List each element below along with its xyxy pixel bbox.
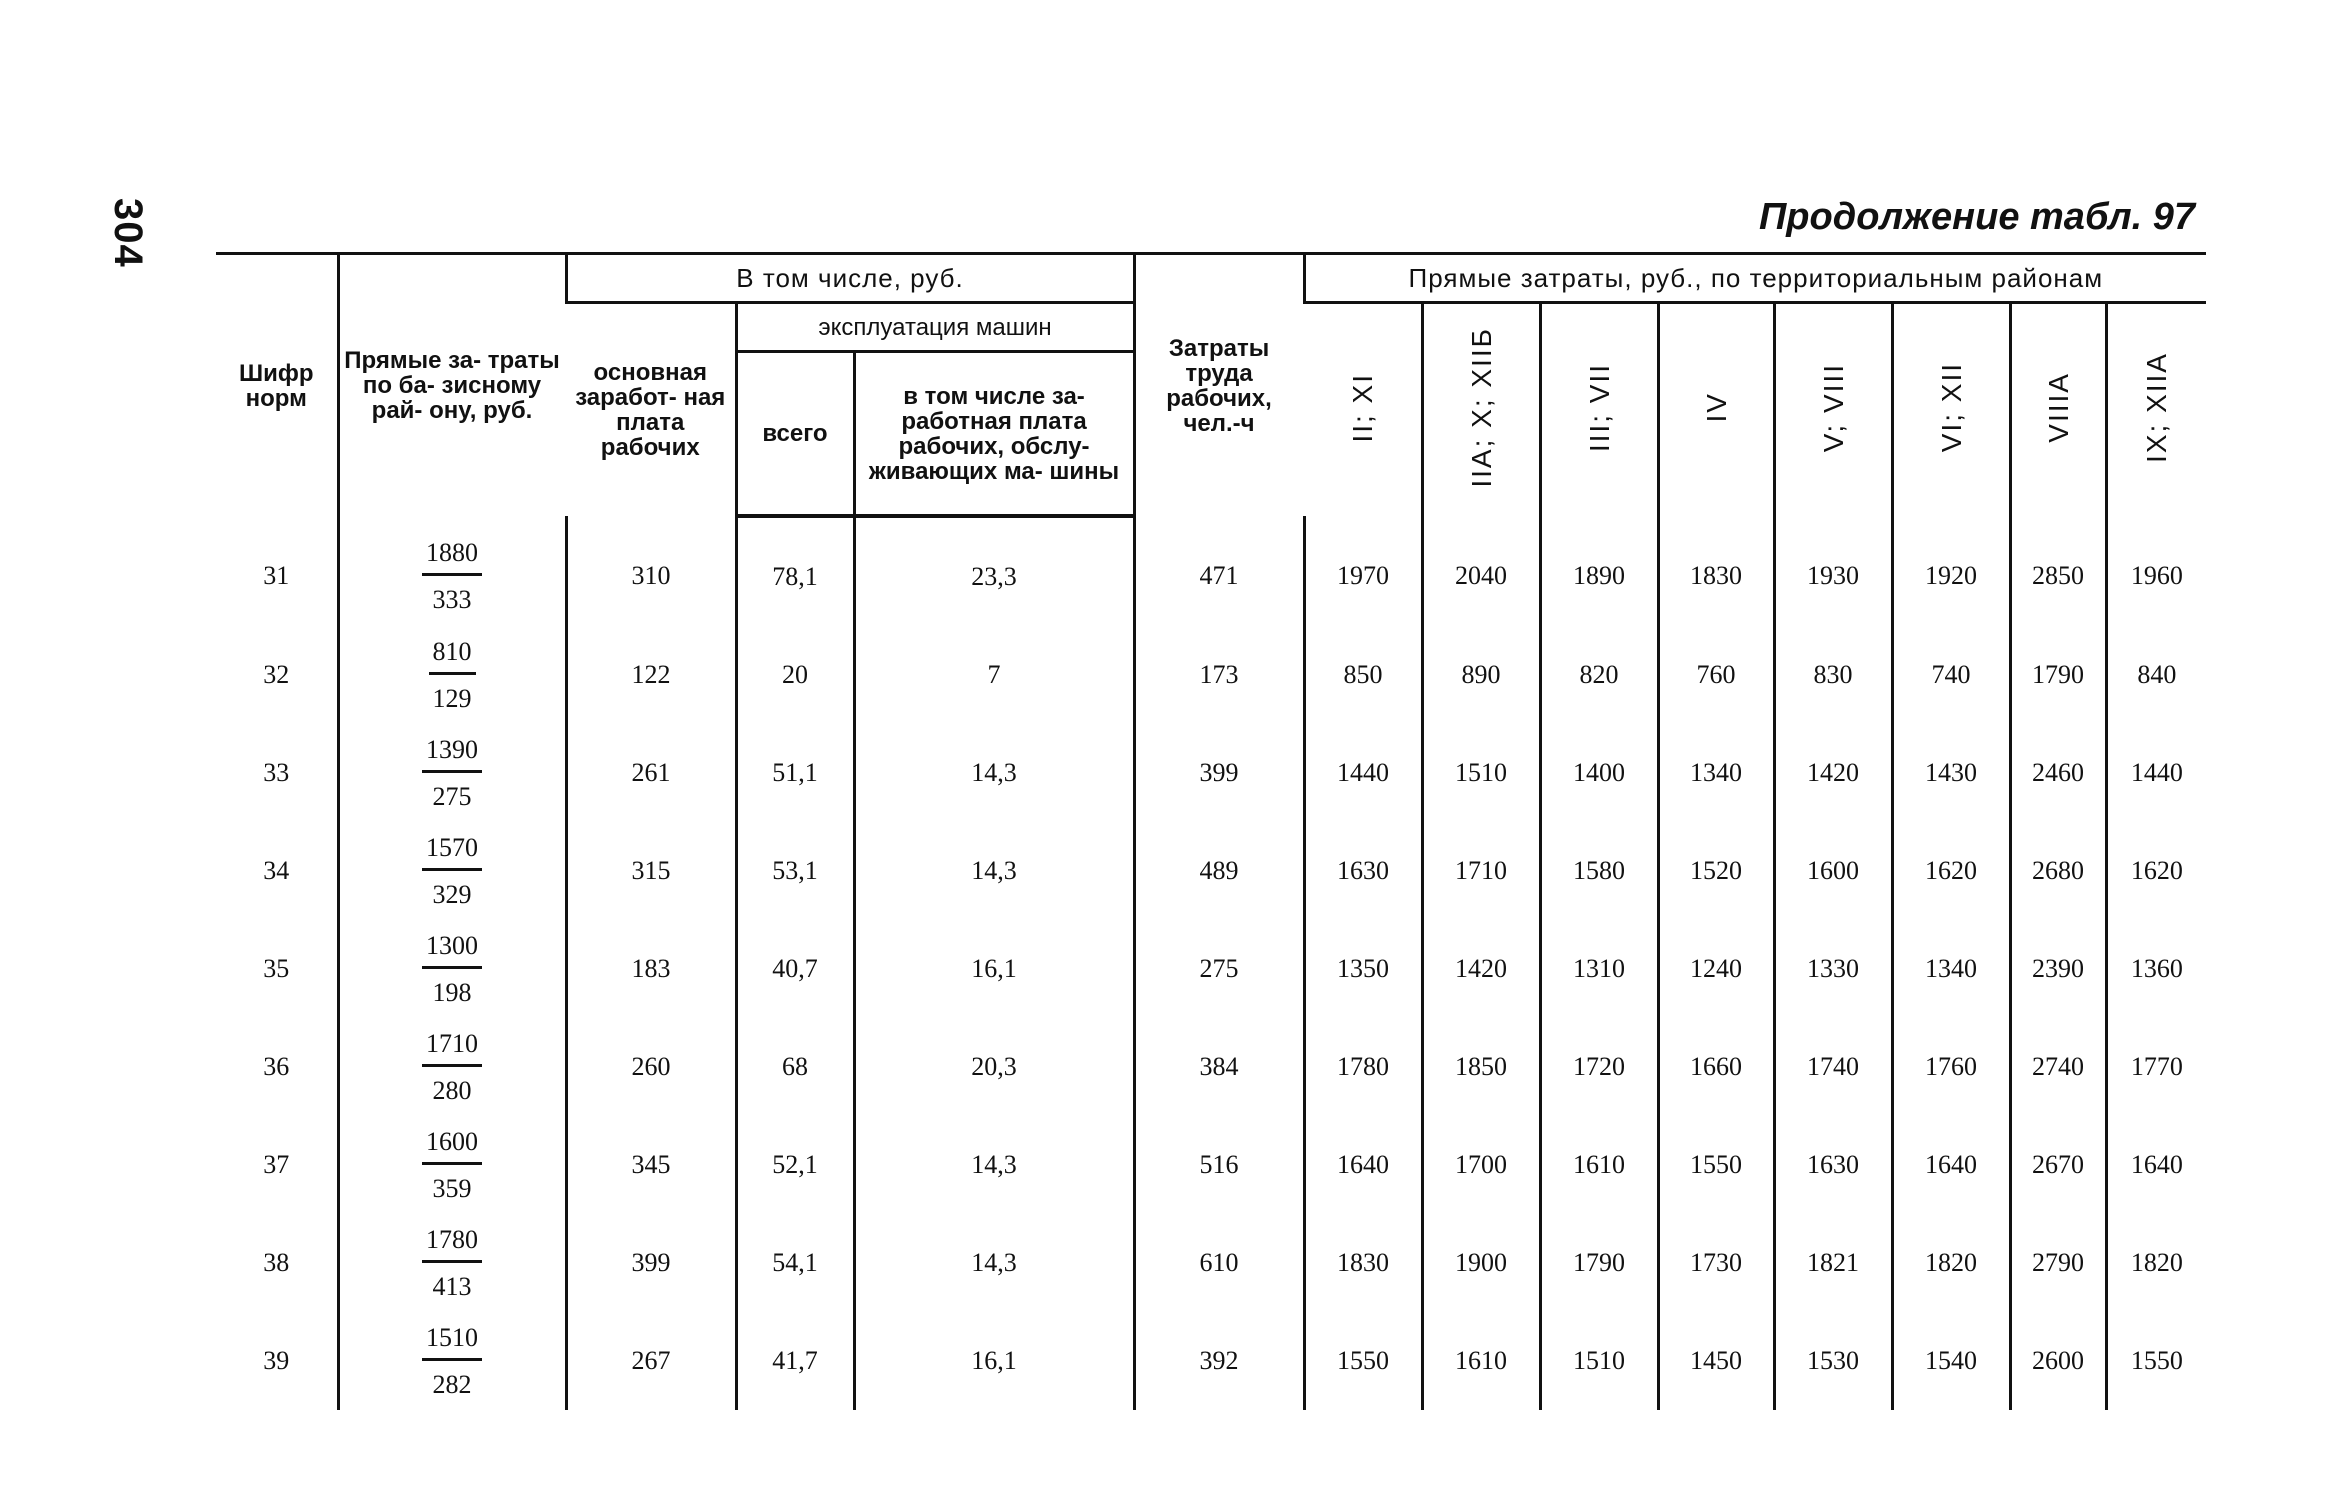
fraction-numerator: 1710	[422, 1028, 482, 1067]
cell-basic-wage: 267	[566, 1312, 736, 1410]
header-region-6: VI; XII	[1892, 303, 2010, 517]
cell-region-7: 2850	[2010, 516, 2106, 626]
cell-region-5: 1330	[1774, 920, 1892, 1018]
cell-region-2: 2040	[1422, 516, 1540, 626]
fraction-numerator: 810	[429, 636, 476, 675]
fraction	[429, 636, 476, 715]
cell-machines-total: 40,7	[736, 920, 854, 1018]
cell-machines-wage: 14,3	[854, 822, 1134, 920]
cell-region-7: 2390	[2010, 920, 2106, 1018]
cell-labor: 399	[1134, 724, 1304, 822]
cell-labor: 516	[1134, 1116, 1304, 1214]
cell-machines-total: 68	[736, 1018, 854, 1116]
fraction-denominator: 129	[432, 683, 472, 713]
cell-basic-wage: 260	[566, 1018, 736, 1116]
cell-direct-base	[338, 626, 566, 724]
fraction	[422, 1126, 482, 1205]
cell-machines-wage: 23,3	[854, 516, 1134, 626]
cell-region-6: 1820	[1892, 1214, 2010, 1312]
cell-region-5: 1420	[1774, 724, 1892, 822]
cell-region-5: 1630	[1774, 1116, 1892, 1214]
header-direct-base: Прямые за- траты по ба- зисному рай- ону, руб.	[338, 254, 566, 517]
header-region-4: IV	[1658, 303, 1774, 517]
cell-machines-total: 54,1	[736, 1214, 854, 1312]
cell-region-5: 1930	[1774, 516, 1892, 626]
cell-region-6: 1920	[1892, 516, 2010, 626]
fraction	[422, 930, 482, 1009]
table-row	[216, 1214, 2206, 1312]
cell-region-1: 850	[1304, 626, 1422, 724]
cell-machines-total: 78,1	[736, 516, 854, 626]
cell-basic-wage: 315	[566, 822, 736, 920]
cell-region-1: 1780	[1304, 1018, 1422, 1116]
table-body	[216, 516, 2206, 1410]
cell-region-3: 1510	[1540, 1312, 1658, 1410]
cell-region-6: 1340	[1892, 920, 2010, 1018]
cell-basic-wage: 310	[566, 516, 736, 626]
cell-machines-wage: 14,3	[854, 1214, 1134, 1312]
cell-basic-wage: 345	[566, 1116, 736, 1214]
table-row	[216, 724, 2206, 822]
cell-code: 36	[263, 1052, 290, 1081]
cell-direct-base	[338, 516, 566, 626]
cell-region-4: 1340	[1658, 724, 1774, 822]
cell-machines-total: 51,1	[736, 724, 854, 822]
cell-direct-base	[338, 1116, 566, 1214]
header-labor: Затраты труда рабочих, чел.-ч	[1134, 254, 1304, 517]
cell-direct-base	[338, 920, 566, 1018]
table-row	[216, 822, 2206, 920]
cell-region-1: 1640	[1304, 1116, 1422, 1214]
cell-code: 31	[263, 561, 290, 590]
cell-region-8: 1820	[2106, 1214, 2206, 1312]
cell-region-1: 1350	[1304, 920, 1422, 1018]
cell-region-1: 1630	[1304, 822, 1422, 920]
cell-direct-base	[338, 822, 566, 920]
header-regions-group: Прямые затраты, руб., по территориальным районам	[1304, 254, 2206, 303]
cell-direct-base	[338, 1018, 566, 1116]
cell-region-2: 1610	[1422, 1312, 1540, 1410]
cell-region-2: 1420	[1422, 920, 1540, 1018]
header-machines-total: всего	[736, 352, 854, 517]
cell-labor: 610	[1134, 1214, 1304, 1312]
cell-region-8: 1550	[2106, 1312, 2206, 1410]
cell-code: 35	[263, 954, 290, 983]
cell-basic-wage: 183	[566, 920, 736, 1018]
cell-labor: 384	[1134, 1018, 1304, 1116]
cell-region-5: 1740	[1774, 1018, 1892, 1116]
cell-direct-base	[338, 724, 566, 822]
cell-region-8: 1960	[2106, 516, 2206, 626]
cell-region-2: 1900	[1422, 1214, 1540, 1312]
cell-region-7: 2460	[2010, 724, 2106, 822]
cell-machines-wage: 16,1	[854, 1312, 1134, 1410]
cell-machines-total: 52,1	[736, 1116, 854, 1214]
cell-region-3: 1790	[1540, 1214, 1658, 1312]
fraction-denominator: 329	[432, 879, 472, 909]
cell-region-3: 1610	[1540, 1116, 1658, 1214]
fraction-denominator: 413	[432, 1271, 472, 1301]
cell-region-3: 1400	[1540, 724, 1658, 822]
cell-basic-wage: 399	[566, 1214, 736, 1312]
cell-region-6: 1540	[1892, 1312, 2010, 1410]
cell-region-1: 1970	[1304, 516, 1422, 626]
cell-code: 34	[263, 856, 290, 885]
header-region-2: IIA; X; XIIБ	[1422, 303, 1540, 517]
cell-region-6: 1430	[1892, 724, 2010, 822]
header-region-5: V; VIII	[1774, 303, 1892, 517]
header-region-3: III; VII	[1540, 303, 1658, 517]
header-region-7: VIIIA	[2010, 303, 2106, 517]
cell-region-7: 1790	[2010, 626, 2106, 724]
cell-region-4: 1730	[1658, 1214, 1774, 1312]
fraction	[422, 537, 482, 616]
cell-machines-wage: 16,1	[854, 920, 1134, 1018]
cell-region-3: 820	[1540, 626, 1658, 724]
header-including-group: В том числе, руб.	[566, 254, 1134, 303]
page-number: 304	[106, 198, 150, 268]
fraction-numerator: 1390	[422, 734, 482, 773]
cell-region-4: 1830	[1658, 516, 1774, 626]
table-caption: Продолжение табл. 97	[1758, 196, 2195, 238]
cell-region-8: 840	[2106, 626, 2206, 724]
fraction	[422, 1224, 482, 1303]
cell-machines-total: 41,7	[736, 1312, 854, 1410]
header-basic-wage: основная заработ- ная плата рабочих	[575, 359, 726, 461]
table-row	[216, 1116, 2206, 1214]
table-row	[216, 516, 2206, 626]
cell-region-4: 1660	[1658, 1018, 1774, 1116]
cell-machines-wage: 14,3	[854, 724, 1134, 822]
cell-code: 33	[263, 758, 290, 787]
cell-region-8: 1640	[2106, 1116, 2206, 1214]
cell-region-4: 1240	[1658, 920, 1774, 1018]
fraction-numerator: 1300	[422, 930, 482, 969]
cell-region-6: 1760	[1892, 1018, 2010, 1116]
cell-region-7: 2680	[2010, 822, 2106, 920]
table-row	[216, 626, 2206, 724]
header-code: Шифр норм	[238, 359, 314, 412]
cell-region-5: 830	[1774, 626, 1892, 724]
fraction-denominator: 280	[432, 1075, 472, 1105]
cell-region-2: 1710	[1422, 822, 1540, 920]
cell-region-3: 1720	[1540, 1018, 1658, 1116]
cell-region-1: 1550	[1304, 1312, 1422, 1410]
table-row	[216, 1312, 2206, 1410]
cell-machines-total: 20	[736, 626, 854, 724]
cell-region-3: 1890	[1540, 516, 1658, 626]
cell-region-7: 2790	[2010, 1214, 2106, 1312]
cell-basic-wage: 122	[566, 626, 736, 724]
cell-region-5: 1600	[1774, 822, 1892, 920]
fraction-denominator: 333	[432, 584, 472, 614]
cell-region-7: 2600	[2010, 1312, 2106, 1410]
cell-region-1: 1830	[1304, 1214, 1422, 1312]
fraction-numerator: 1880	[422, 537, 482, 576]
cell-region-2: 890	[1422, 626, 1540, 724]
cell-basic-wage: 261	[566, 724, 736, 822]
cost-table	[216, 252, 2206, 1410]
fraction-numerator: 1600	[422, 1126, 482, 1165]
cell-labor: 275	[1134, 920, 1304, 1018]
cell-region-2: 1700	[1422, 1116, 1540, 1214]
table-header	[216, 254, 2206, 517]
cell-code: 38	[263, 1248, 290, 1277]
cell-code: 37	[263, 1150, 290, 1179]
table-row	[216, 920, 2206, 1018]
cell-machines-wage: 20,3	[854, 1018, 1134, 1116]
cell-region-8: 1770	[2106, 1018, 2206, 1116]
cell-machines-total: 53,1	[736, 822, 854, 920]
header-machines-wage: в том числе за- работная плата рабочих, обслу- живающих ма- шины	[854, 352, 1134, 517]
cell-labor: 392	[1134, 1312, 1304, 1410]
cell-region-8: 1360	[2106, 920, 2206, 1018]
cell-labor: 173	[1134, 626, 1304, 724]
cell-region-2: 1510	[1422, 724, 1540, 822]
cell-region-4: 760	[1658, 626, 1774, 724]
fraction-denominator: 359	[432, 1173, 472, 1203]
cell-region-8: 1440	[2106, 724, 2206, 822]
fraction-denominator: 198	[432, 977, 472, 1007]
cell-region-8: 1620	[2106, 822, 2206, 920]
cell-region-7: 2670	[2010, 1116, 2106, 1214]
fraction	[422, 1028, 482, 1107]
cell-region-3: 1580	[1540, 822, 1658, 920]
fraction-numerator: 1510	[422, 1322, 482, 1361]
cell-region-3: 1310	[1540, 920, 1658, 1018]
fraction	[422, 1322, 482, 1401]
header-region-8: IX; XIIA	[2106, 303, 2206, 517]
cell-region-5: 1821	[1774, 1214, 1892, 1312]
cell-region-1: 1440	[1304, 724, 1422, 822]
fraction-numerator: 1570	[422, 832, 482, 871]
header-machines-group: эксплуатация машин	[736, 303, 1134, 352]
fraction	[422, 832, 482, 911]
cell-direct-base	[338, 1214, 566, 1312]
cell-machines-wage: 7	[854, 626, 1134, 724]
fraction-denominator: 275	[432, 781, 472, 811]
cell-labor: 471	[1134, 516, 1304, 626]
cell-labor: 489	[1134, 822, 1304, 920]
header-region-1: II; XI	[1346, 372, 1378, 443]
cell-code: 39	[263, 1346, 290, 1375]
cell-region-4: 1550	[1658, 1116, 1774, 1214]
fraction	[422, 734, 482, 813]
cell-code: 32	[263, 660, 290, 689]
table-row	[216, 1018, 2206, 1116]
cell-region-6: 740	[1892, 626, 2010, 724]
cell-region-4: 1450	[1658, 1312, 1774, 1410]
cell-direct-base	[338, 1312, 566, 1410]
cell-region-6: 1620	[1892, 822, 2010, 920]
fraction-denominator: 282	[432, 1369, 472, 1399]
cell-region-4: 1520	[1658, 822, 1774, 920]
cell-region-2: 1850	[1422, 1018, 1540, 1116]
fraction-numerator: 1780	[422, 1224, 482, 1263]
cell-machines-wage: 14,3	[854, 1116, 1134, 1214]
cell-region-7: 2740	[2010, 1018, 2106, 1116]
cell-region-6: 1640	[1892, 1116, 2010, 1214]
cell-region-5: 1530	[1774, 1312, 1892, 1410]
